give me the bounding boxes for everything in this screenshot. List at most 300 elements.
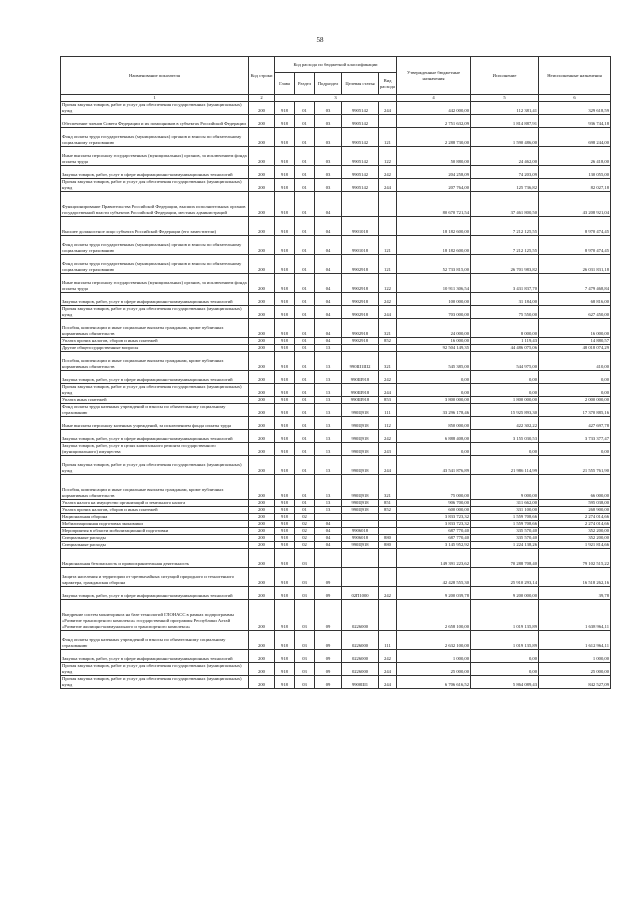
chapter-code: 918 (275, 345, 295, 352)
unexecuted-amount: 427 697,78 (539, 417, 611, 430)
line-code: 200 (249, 166, 275, 179)
table-row (61, 514, 611, 521)
approved-amount: 42 428 555,30 (397, 568, 471, 587)
executed-amount: 335 570,40 (471, 535, 539, 542)
expense-type-code (379, 217, 397, 236)
executed-amount: 0,00 (471, 663, 539, 676)
section-code: 01 (295, 166, 315, 179)
table-row (61, 475, 611, 500)
line-code: 200 (249, 456, 275, 475)
section-code: 03 (295, 600, 315, 631)
approved-amount: 2 632 100,00 (397, 631, 471, 650)
unexecuted-amount: 627 450,00 (539, 306, 611, 319)
header-target-item: Целевая статья (342, 73, 379, 95)
expense-type-code: 851 (379, 500, 397, 507)
unexecuted-amount: 352 200,00 (539, 528, 611, 535)
approved-amount: 6 706 616,52 (397, 676, 471, 689)
expense-type-code (379, 345, 397, 352)
section-code: 01 (295, 236, 315, 255)
line-code: 200 (249, 507, 275, 514)
unexecuted-amount: 2 274 014,66 (539, 521, 611, 528)
subsection-code: 13 (315, 404, 342, 417)
unexecuted-amount: 936 744,18 (539, 115, 611, 128)
line-code: 200 (249, 217, 275, 236)
line-code: 200 (249, 384, 275, 397)
target-item-code: 990Ц918 (342, 500, 379, 507)
section-code: 01 (295, 456, 315, 475)
target-item-code: 9905142 (342, 166, 379, 179)
unexecuted-amount: 352 200,00 (539, 535, 611, 542)
line-code: 200 (249, 443, 275, 456)
line-code: 200 (249, 676, 275, 689)
expense-type-code: 121 (379, 255, 397, 274)
expense-type-code (379, 549, 397, 568)
subsection-code: 13 (315, 430, 342, 443)
subsection-code: 13 (315, 475, 342, 500)
target-item-code: 990Ц918 (342, 507, 379, 514)
approved-amount: 43 541 876,89 (397, 456, 471, 475)
target-item-code (342, 568, 379, 587)
approved-amount: 0,00 (397, 371, 471, 384)
expense-type-code: 244 (379, 306, 397, 319)
col-number: 2 (249, 95, 275, 102)
expense-type-code: 242 (379, 293, 397, 306)
approved-amount: 6 888 408,00 (397, 430, 471, 443)
row-name: Фонд оплаты труда государственных (муниципальных) органов и взносы по обязательному социальному страхованию (61, 128, 249, 147)
table-row (61, 535, 611, 542)
table-row (61, 521, 611, 528)
chapter-code: 918 (275, 631, 295, 650)
table-row (61, 568, 611, 587)
unexecuted-amount: 48 018 074,29 (539, 345, 611, 352)
subsection-code: 04 (315, 528, 342, 535)
row-name: Закупка товаров, работ, услуг в сфере информационно-коммуникационных технологий (61, 430, 249, 443)
section-code: 03 (295, 549, 315, 568)
row-name: Функционирование Правительства Российской Федерации, высших исполнительных органов государственной власти субъектов Российской Федерации, местных администраций (61, 192, 249, 217)
expense-type-code: 244 (379, 456, 397, 475)
table-row (61, 650, 611, 663)
section-code: 01 (295, 417, 315, 430)
subsection-code: 13 (315, 456, 342, 475)
table-row (61, 404, 611, 417)
subsection-code: 04 (315, 192, 342, 217)
approved-amount: 442 000,00 (397, 102, 471, 115)
header-budget-code: Код расхода по бюджетной классификации (275, 57, 397, 73)
approved-amount: 600 000,00 (397, 507, 471, 514)
executed-amount: 7 212 125,55 (471, 236, 539, 255)
executed-amount: 0,00 (471, 371, 539, 384)
target-item-code: 02П1000 (342, 587, 379, 600)
executed-amount: 31 184,00 (471, 293, 539, 306)
chapter-code: 918 (275, 319, 295, 338)
executed-amount: 74 203,09 (471, 166, 539, 179)
expense-type-code: 122 (379, 147, 397, 166)
subsection-code: 04 (315, 293, 342, 306)
expense-type-code: 111 (379, 631, 397, 650)
chapter-code: 918 (275, 676, 295, 689)
target-item-code: 990Ш1Ш2 (342, 352, 379, 371)
row-name: Мобилизационная подготовка экономики (61, 521, 249, 528)
target-item-code: 9906018 (342, 528, 379, 535)
target-item-code: 0226000 (342, 663, 379, 676)
executed-amount: 0,00 (471, 650, 539, 663)
approved-amount: 18 182 600,00 (397, 236, 471, 255)
section-code: 02 (295, 528, 315, 535)
row-name: Иные выплаты персоналу казенных учреждений, за исключением фонда оплаты труда (61, 417, 249, 430)
section-code: 03 (295, 663, 315, 676)
approved-amount: 2 288 730,00 (397, 128, 471, 147)
approved-amount: 50 880,00 (397, 147, 471, 166)
subsection-code: 13 (315, 345, 342, 352)
table-row (61, 192, 611, 217)
target-item-code: 9905142 (342, 128, 379, 147)
header-expense-type: Вид расхода (379, 73, 397, 95)
section-code: 01 (295, 430, 315, 443)
col-number: 4 (397, 95, 471, 102)
subsection-code: 09 (315, 568, 342, 587)
executed-amount: 44 486 075,06 (471, 345, 539, 352)
approved-amount: 100 000,00 (397, 293, 471, 306)
target-item-code: 9901018 (342, 236, 379, 255)
subsection-code: 13 (315, 397, 342, 404)
row-name: Уплата иных платежей (61, 397, 249, 404)
target-item-code: 9905142 (342, 102, 379, 115)
row-name: Прочая закупка товаров, работ и услуг для обеспечения государственных (муниципальных) нужд (61, 306, 249, 319)
subsection-code: 04 (315, 306, 342, 319)
subsection-code: 04 (315, 542, 342, 549)
target-item-code: 9902918 (342, 319, 379, 338)
row-name: Уплата прочих налогов, сборов и иных платежей (61, 338, 249, 345)
chapter-code: 918 (275, 456, 295, 475)
table-row (61, 306, 611, 319)
section-code: 01 (295, 179, 315, 192)
line-code: 200 (249, 352, 275, 371)
chapter-code: 918 (275, 115, 295, 128)
table-row (61, 166, 611, 179)
executed-amount: 112 381,41 (471, 102, 539, 115)
unexecuted-amount: 698 244,00 (539, 128, 611, 147)
target-item-code: 990Ш918 (342, 384, 379, 397)
unexecuted-amount: 79 102 515,22 (539, 549, 611, 568)
expense-type-code: 242 (379, 166, 397, 179)
row-name: Пособия, компенсации и иные социальные выплаты гражданам, кроме публичных нормативных обязательств (61, 352, 249, 371)
table-row (61, 631, 611, 650)
expense-type-code: 880 (379, 535, 397, 542)
row-name: Обеспечение членов Совета Федерации и их помощников в субъектах Российской Федерации (61, 115, 249, 128)
subsection-code: 09 (315, 650, 342, 663)
unexecuted-amount: 130 055,00 (539, 166, 611, 179)
expense-type-code: 244 (379, 102, 397, 115)
approved-amount: 703 000,00 (397, 306, 471, 319)
executed-amount: 75 550,00 (471, 306, 539, 319)
subsection-code: 09 (315, 663, 342, 676)
header-chapter: Глава (275, 73, 295, 95)
table-row (61, 417, 611, 430)
target-item-code: 9902918 (342, 293, 379, 306)
section-code: 01 (295, 443, 315, 456)
executed-amount: 0,00 (471, 443, 539, 456)
chapter-code: 918 (275, 397, 295, 404)
chapter-code: 918 (275, 217, 295, 236)
line-code: 200 (249, 404, 275, 417)
table-row (61, 352, 611, 371)
chapter-code: 918 (275, 443, 295, 456)
table-row (61, 456, 611, 475)
subsection-code: 04 (315, 236, 342, 255)
executed-amount: 9 000,00 (471, 475, 539, 500)
executed-amount: 15 925 893,30 (471, 404, 539, 417)
chapter-code: 918 (275, 147, 295, 166)
chapter-code: 918 (275, 128, 295, 147)
section-code: 01 (295, 475, 315, 500)
chapter-code: 918 (275, 549, 295, 568)
section-code: 01 (295, 128, 315, 147)
section-code: 01 (295, 217, 315, 236)
line-code: 200 (249, 128, 275, 147)
chapter-code: 918 (275, 166, 295, 179)
expense-type-code: 243 (379, 443, 397, 456)
approved-amount: 0,00 (397, 443, 471, 456)
row-name: Закупка товаров, работ, услуг в сфере информационно-коммуникационных технологий (61, 293, 249, 306)
line-code: 200 (249, 514, 275, 521)
col-number: 1 (61, 95, 249, 102)
section-code: 02 (295, 542, 315, 549)
subsection-code: 03 (315, 115, 342, 128)
approved-amount: 33 296 178,46 (397, 404, 471, 417)
target-item-code: 990Ц918 (342, 542, 379, 549)
line-code: 200 (249, 663, 275, 676)
unexecuted-amount: 17 370 885,16 (539, 404, 611, 417)
row-name: Прочая закупка товаров, работ и услуг для обеспечения государственных (муниципальных) нужд (61, 102, 249, 115)
section-code: 01 (295, 384, 315, 397)
unexecuted-amount: 0,00 (539, 384, 611, 397)
chapter-code: 918 (275, 404, 295, 417)
chapter-code: 918 (275, 500, 295, 507)
expense-type-code: 111 (379, 404, 397, 417)
expense-type-code: 321 (379, 475, 397, 500)
expense-type-code: 244 (379, 676, 397, 689)
header-name: Наименование показателя (61, 57, 249, 95)
approved-amount: 10 911 306,54 (397, 274, 471, 293)
executed-amount: 5 864 089,43 (471, 676, 539, 689)
line-code: 200 (249, 192, 275, 217)
expense-type-code: 880 (379, 542, 397, 549)
line-code: 200 (249, 338, 275, 345)
expense-type-code: 321 (379, 352, 397, 371)
target-item-code: 9905142 (342, 147, 379, 166)
expense-type-code (379, 521, 397, 528)
subsection-code: 04 (315, 274, 342, 293)
chapter-code: 918 (275, 255, 295, 274)
executed-amount: 1 800 000,00 (471, 397, 539, 404)
subsection-code: 04 (315, 535, 342, 542)
row-name: Закупка товаров, работ, услуг в сфере информационно-коммуникационных технологий (61, 650, 249, 663)
section-code: 03 (295, 568, 315, 587)
unexecuted-amount: 410,00 (539, 352, 611, 371)
row-name: Закупка товаров, работ, услуг в сфере информационно-коммуникационных технологий (61, 371, 249, 384)
chapter-code: 918 (275, 352, 295, 371)
line-code: 200 (249, 542, 275, 549)
line-code: 200 (249, 179, 275, 192)
line-code: 200 (249, 417, 275, 430)
executed-amount: 1 019 135,89 (471, 600, 539, 631)
chapter-code: 918 (275, 293, 295, 306)
target-item-code: 9902918 (342, 338, 379, 345)
row-name: Высшее должностное лицо субъекта Российской Федерации (его заместители) (61, 217, 249, 236)
executed-amount: 37 461 800,50 (471, 192, 539, 217)
row-name: Фонд оплаты труда казенных учреждений и взносы по обязательному социальному страхованию (61, 404, 249, 417)
section-code: 01 (295, 404, 315, 417)
subsection-code: 09 (315, 631, 342, 650)
approved-amount: 2 658 100,00 (397, 600, 471, 631)
row-name: Национальная оборона (61, 514, 249, 521)
subsection-code: 03 (315, 179, 342, 192)
table-row (61, 443, 611, 456)
row-name: Прочая закупка товаров, работ и услуг для обеспечения государственных (муниципальных) нужд (61, 676, 249, 689)
line-code: 200 (249, 255, 275, 274)
chapter-code: 918 (275, 192, 295, 217)
executed-amount: 25 910 293,14 (471, 568, 539, 587)
target-item-code: 9905142 (342, 179, 379, 192)
section-code: 01 (295, 352, 315, 371)
line-code: 200 (249, 475, 275, 500)
target-item-code: 990Ц918 (342, 456, 379, 475)
target-item-code: 9902918 (342, 255, 379, 274)
executed-amount: 3 431 837,70 (471, 274, 539, 293)
chapter-code: 918 (275, 371, 295, 384)
col-number: 6 (539, 95, 611, 102)
section-code: 01 (295, 274, 315, 293)
subsection-code: 04 (315, 338, 342, 345)
approved-amount: 687 770,40 (397, 528, 471, 535)
header-approved: Утвержденные бюджетные назначения (397, 57, 471, 95)
table-row (61, 338, 611, 345)
approved-amount: 3 833 723,32 (397, 514, 471, 521)
line-code: 200 (249, 102, 275, 115)
row-name: Защита населения и территории от чрезвычайных ситуаций природного и техногенного характера, гражданская оборона (61, 568, 249, 587)
line-code: 200 (249, 115, 275, 128)
chapter-code: 918 (275, 514, 295, 521)
expense-type-code: 121 (379, 236, 397, 255)
chapter-code: 918 (275, 102, 295, 115)
line-code: 200 (249, 147, 275, 166)
row-name: Специальные расходы (61, 535, 249, 542)
subsection-code: 04 (315, 521, 342, 528)
expense-type-code: 321 (379, 319, 397, 338)
executed-amount: 1 224 138,26 (471, 542, 539, 549)
row-name: Специальные расходы (61, 542, 249, 549)
section-code: 03 (295, 587, 315, 600)
target-item-code: 990Ц918 (342, 430, 379, 443)
expense-type-code: 112 (379, 417, 397, 430)
table-row (61, 102, 611, 115)
unexecuted-amount: 7 479 468,84 (539, 274, 611, 293)
line-code: 200 (249, 430, 275, 443)
section-code: 03 (295, 676, 315, 689)
section-code: 01 (295, 102, 315, 115)
subsection-code: 09 (315, 676, 342, 689)
table-row (61, 587, 611, 600)
section-code: 02 (295, 521, 315, 528)
table-row (61, 115, 611, 128)
unexecuted-amount: 842 527,09 (539, 676, 611, 689)
executed-amount: 125 736,82 (471, 179, 539, 192)
table-row (61, 507, 611, 514)
expense-type-code: 242 (379, 650, 397, 663)
table-row (61, 274, 611, 293)
line-code: 200 (249, 319, 275, 338)
section-code: 01 (295, 319, 315, 338)
expense-type-code (379, 568, 397, 587)
row-name: Прочая закупка товаров, работ и услуг для обеспечения государственных (муниципальных) нужд (61, 384, 249, 397)
line-code: 200 (249, 549, 275, 568)
chapter-code: 918 (275, 475, 295, 500)
target-item-code: 9900Ш1 (342, 676, 379, 689)
executed-amount: 1 814 887,91 (471, 115, 539, 128)
subsection-code: 03 (315, 102, 342, 115)
subsection-code: 13 (315, 443, 342, 456)
line-code: 200 (249, 528, 275, 535)
executed-amount: 0,00 (471, 384, 539, 397)
unexecuted-amount: 21 555 761,90 (539, 456, 611, 475)
row-name: Закупка товаров, работ, услуг в сфере информационно-коммуникационных технологий (61, 166, 249, 179)
target-item-code: 990Ц918 (342, 443, 379, 456)
table-row (61, 128, 611, 147)
unexecuted-amount: 0,00 (539, 443, 611, 456)
row-name: Прочая закупка товаров, работ и услуг для обеспечения государственных (муниципальных) нужд (61, 663, 249, 676)
line-code: 200 (249, 274, 275, 293)
target-item-code: 9902918 (342, 306, 379, 319)
table-row (61, 430, 611, 443)
target-item-code: 9906018 (342, 535, 379, 542)
chapter-code: 918 (275, 384, 295, 397)
header-executed: Исполнение (471, 57, 539, 95)
chapter-code: 918 (275, 568, 295, 587)
approved-amount: 18 182 600,00 (397, 217, 471, 236)
subsection-code (315, 549, 342, 568)
executed-amount: 70 288 708,40 (471, 549, 539, 568)
section-code: 03 (295, 631, 315, 650)
line-code: 200 (249, 371, 275, 384)
subsection-code: 09 (315, 587, 342, 600)
budget-table (60, 56, 611, 689)
subsection-code: 13 (315, 371, 342, 384)
row-name: Фонд оплаты труда государственных (муниципальных) органов и взносы по обязательному социальному страхованию (61, 255, 249, 274)
row-name: Уплата прочих налогов, сборов и иных платежей (61, 507, 249, 514)
line-code: 200 (249, 600, 275, 631)
executed-amount: 1 019 135,89 (471, 631, 539, 650)
chapter-code: 918 (275, 587, 295, 600)
approved-amount: 25 000,00 (397, 663, 471, 676)
table-row (61, 147, 611, 166)
col-number: 3 (275, 95, 397, 102)
executed-amount: 1 559 708,66 (471, 521, 539, 528)
table-row (61, 384, 611, 397)
section-code: 01 (295, 147, 315, 166)
subsection-code: 09 (315, 600, 342, 631)
expense-type-code: 244 (379, 179, 397, 192)
executed-amount: 9 200 000,00 (471, 587, 539, 600)
subsection-code: 13 (315, 352, 342, 371)
unexecuted-amount: 14 880,57 (539, 338, 611, 345)
executed-amount: 8 000,00 (471, 319, 539, 338)
line-code: 200 (249, 521, 275, 528)
section-code: 01 (295, 338, 315, 345)
section-code: 01 (295, 255, 315, 274)
approved-amount: 204 258,09 (397, 166, 471, 179)
section-code: 02 (295, 535, 315, 542)
table-row (61, 600, 611, 631)
